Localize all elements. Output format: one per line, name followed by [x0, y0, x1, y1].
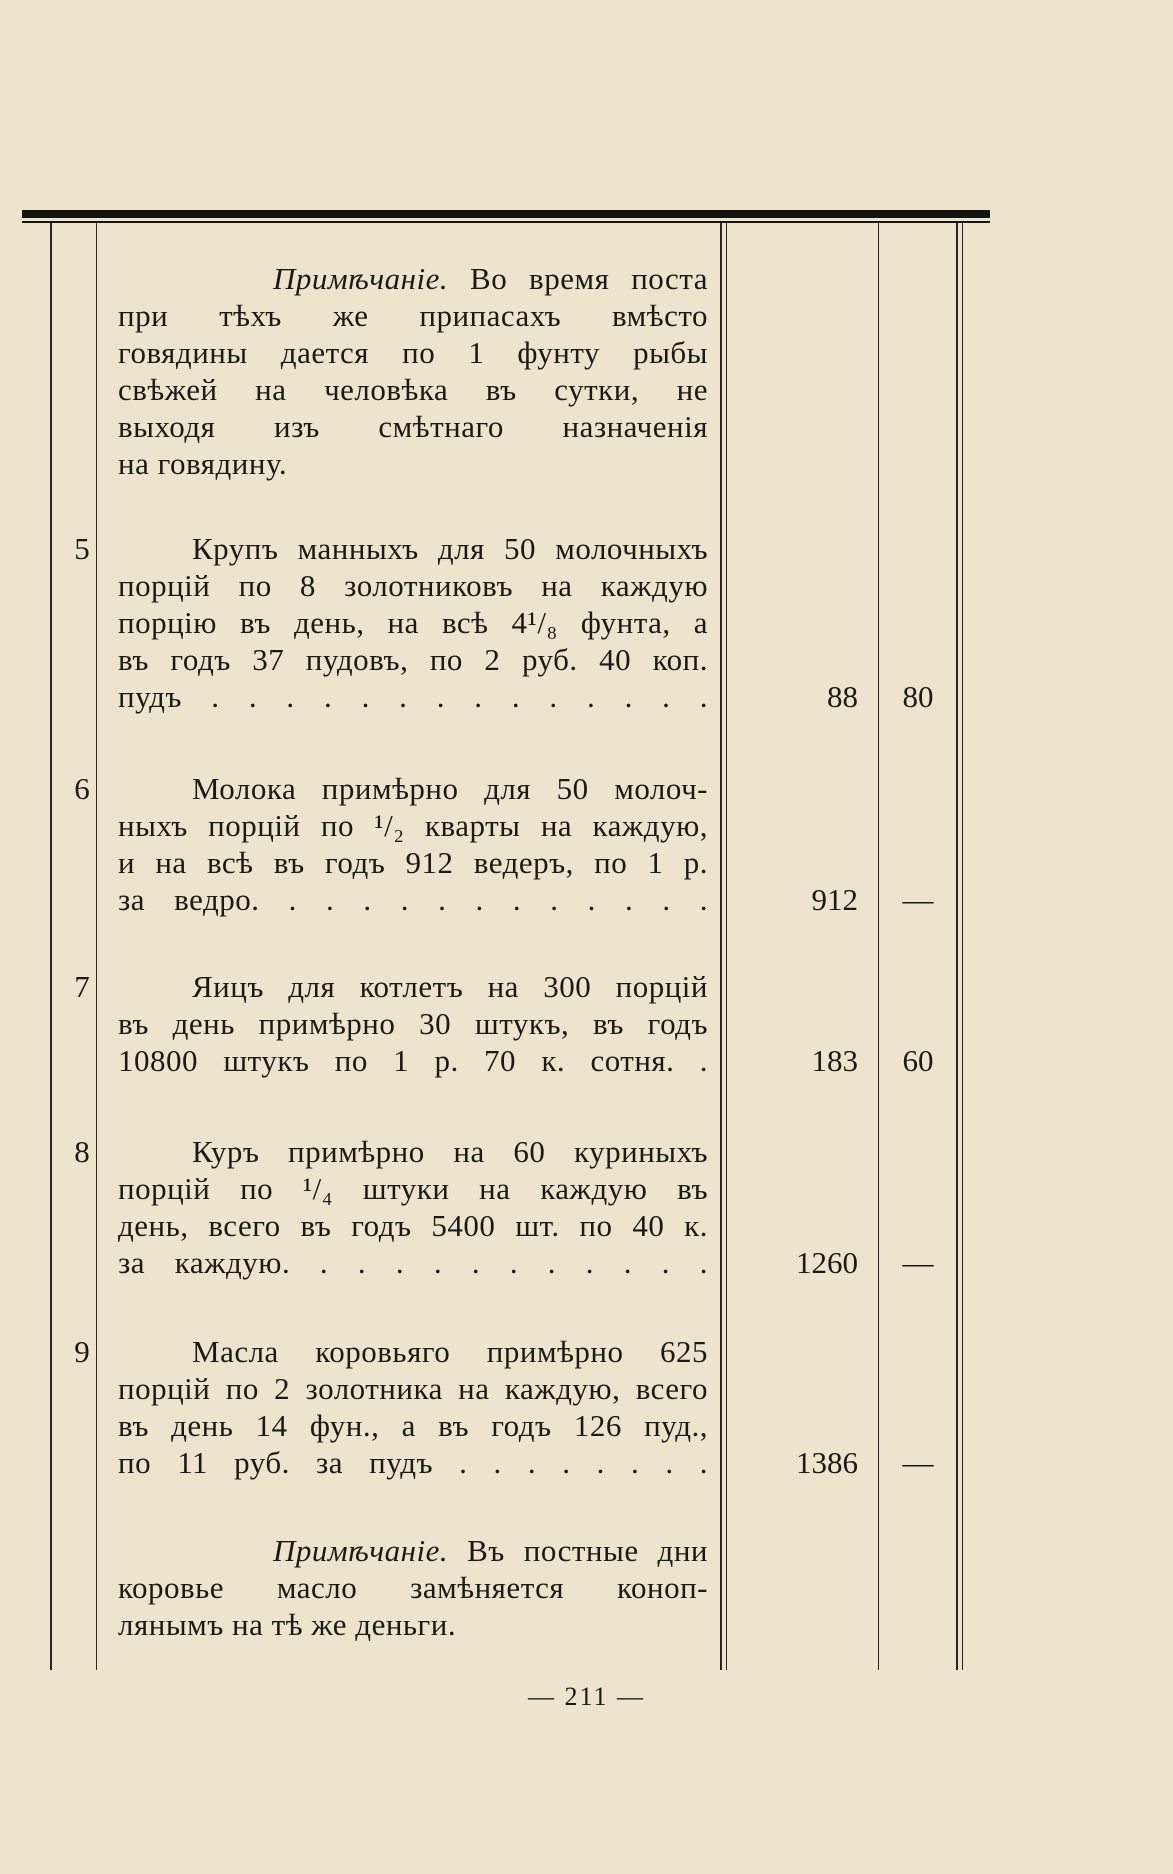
- item-description: Куръ примѣрно на 60 куриныхъ порцій по ¹/₄ штуки на каждую въ день, всего въ годъ 5400 шт. по 40 к. за каждую. . . . . . . . . . . .: [118, 1134, 708, 1280]
- note-2: Примѣчаніе. Въ постные дни коровье масло замѣняется коноп- лянымъ на тѣ же деньги.: [118, 1533, 708, 1642]
- table-border-left: [50, 223, 52, 1670]
- item-number: 7: [74, 969, 90, 1004]
- amount-kopecks: 80: [902, 679, 934, 714]
- column-divider-rubles: [878, 223, 879, 1670]
- page-number: — 211 —: [527, 1682, 646, 1711]
- note-1: Примѣчаніе. Во время поста при тѣхъ же припасахъ вмѣсто говядины дается по 1 фунту рыбы свѣжей на человѣка въ сутки, не выходя изъ смѣтнаго назначенія на говядину.: [118, 261, 709, 481]
- item-description: Крупъ манныхъ для 50 молочныхъ порцій по 8 золотниковъ на каждую порцію въ день, на всѣ 4¹/₈ фунта, а въ годъ 37 пудовъ, по 2 руб. 40 коп. пудъ . . . . . . . . . . . . . .: [118, 531, 708, 714]
- header-rule-thin: [22, 221, 990, 223]
- item-description: Яицъ для котлетъ на 300 порцій въ день примѣрно 30 штукъ, въ годъ 10800 штукъ по 1 р. 70 к. сотня. .: [118, 969, 708, 1078]
- amount-rubles: 183: [811, 1043, 858, 1078]
- amount-kopecks: —: [902, 1445, 934, 1480]
- amount-rubles: 912: [811, 882, 858, 917]
- item-number: 9: [74, 1334, 90, 1369]
- amount-kopecks: —: [902, 882, 934, 917]
- amount-rubles: 1386: [796, 1445, 858, 1480]
- item-description: Молока примѣрно для 50 молоч- ныхъ порцій по ¹/₂ кварты на каждую, и на всѣ въ годъ 912 ведеръ, по 1 р. за ведро. . . . . . . . . . . . .: [118, 771, 708, 917]
- item-number: 5: [74, 531, 90, 566]
- amount-rubles: 1260: [796, 1245, 858, 1280]
- table-border-right-double: [962, 223, 963, 1670]
- amount-kopecks: —: [902, 1245, 934, 1280]
- table-border-right: [956, 223, 958, 1670]
- column-divider-text: [720, 223, 722, 1670]
- amount-kopecks: 60: [902, 1043, 934, 1078]
- note-label: Примѣчаніе.: [273, 261, 449, 296]
- column-divider-number: [96, 223, 97, 1670]
- item-number: 6: [74, 771, 90, 806]
- note-label: Примѣчаніе.: [273, 1533, 449, 1568]
- column-divider-text-double: [726, 223, 727, 1670]
- item-number: 8: [74, 1134, 90, 1169]
- amount-rubles: 88: [827, 679, 858, 714]
- item-description: Масла коровьяго примѣрно 625 порцій по 2 золотника на каждую, всего въ день 14 фун., а въ годъ 126 пуд., по 11 руб. за пудъ . . . . . . . .: [118, 1334, 708, 1480]
- header-rule-thick: [22, 210, 990, 218]
